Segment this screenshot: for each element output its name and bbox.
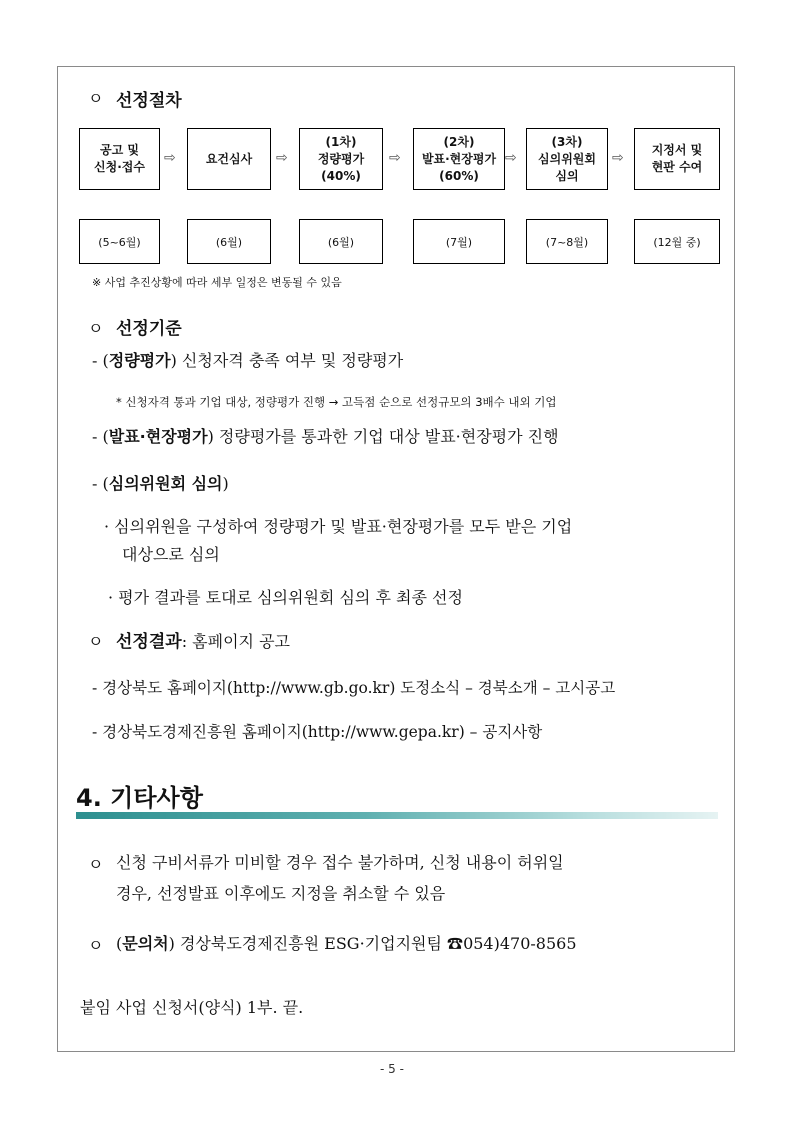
- procedure-step-line: 지정서 및: [651, 143, 703, 157]
- procedure-step-4: [413, 128, 505, 190]
- committee-bullet-2: · 평가 결과를 토대로 심의위원회 심의 후 최종 선정: [108, 588, 463, 607]
- arrow-right-icon: ⇨: [164, 150, 176, 166]
- schedule-box-3: (6월): [299, 219, 383, 264]
- committee-bullet-1: · 심의위원을 구성하여 정량평가 및 발표·현장평가를 모두 받은 기업: [104, 517, 573, 536]
- procedure-step-line: 공고 및: [100, 143, 139, 157]
- criteria-note: * 신청자격 통과 기업 대상, 정량평가 진행 → 고득점 순으로 선정규모의 3배수 내외 기업: [116, 395, 557, 409]
- procedure-step-3: [299, 128, 383, 190]
- procedure-step-label: [94, 142, 145, 176]
- close-paren: ): [170, 351, 177, 370]
- procedure-step-line: (3차): [551, 134, 583, 149]
- procedure-step-label: [206, 151, 252, 168]
- open-paren: (: [102, 474, 109, 493]
- contact-label: 문의처: [122, 934, 169, 953]
- arrow-right-icon: ⇨: [612, 150, 624, 166]
- result-line-gb: - 경상북도 홈페이지(http://www.gb.go.kr) 도정소식 – 경북소개 – 고시공고: [92, 679, 616, 697]
- schedule-note: ※ 사업 추진상황에 따라 세부 일정은 변동될 수 있음: [92, 276, 342, 289]
- bullet-circle: ㅇ: [88, 855, 104, 874]
- procedure-title: 선정절차: [116, 91, 182, 111]
- procedure-step-label: [318, 134, 364, 185]
- open-paren: (: [102, 351, 109, 370]
- page-number: - 5 -: [380, 1062, 404, 1076]
- bullet-circle: ㅇ: [88, 89, 104, 108]
- procedure-step-5: [526, 128, 608, 190]
- procedure-step-line: 현판 수여: [651, 160, 703, 174]
- procedure-step-line: 요건심사: [205, 151, 253, 166]
- schedule-box-4: (7월): [413, 219, 505, 264]
- procedure-step-6: [634, 128, 720, 190]
- procedure-step-line: (60%): [439, 168, 479, 183]
- criteria-label: 심의위원회 심의: [108, 474, 223, 493]
- procedure-step-line: 발표·현장평가: [421, 151, 497, 166]
- bullet-circle: ㅇ: [88, 319, 104, 338]
- procedure-step-label: [652, 142, 703, 176]
- procedure-step-line: (40%): [321, 168, 361, 183]
- bullet-circle: ㅇ: [88, 936, 104, 955]
- section4-title: 4. 기타사항: [76, 784, 203, 812]
- attachment-line: 붙임 사업 신청서(양식) 1부. 끝.: [80, 998, 304, 1017]
- section4-underline: [76, 812, 718, 819]
- contact-text: 경상북도경제진흥원 ESG·기업지원팀: [179, 934, 442, 953]
- close-paren: ): [168, 934, 175, 953]
- other-item-line2: 경우, 선정발표 이후에도 지정을 취소할 수 있음: [116, 884, 446, 903]
- other-item-line1: 신청 구비서류가 미비할 경우 접수 불가하며, 신청 내용이 허위일: [116, 853, 564, 872]
- contact-phone: 054)470-8565: [463, 934, 577, 953]
- dash: -: [92, 351, 98, 370]
- procedure-step-line: 심의위원회: [538, 151, 596, 166]
- result-title: 선정결과: [116, 632, 182, 652]
- result-heading: [116, 627, 290, 652]
- criteria-text: 신청자격 충족 여부 및 정량평가: [181, 351, 404, 370]
- schedule-box-1: (5~6월): [79, 219, 160, 264]
- procedure-step-line: 신청·접수: [94, 160, 145, 174]
- phone-icon: ☎: [447, 934, 464, 953]
- criteria-item-quantitative: [92, 348, 403, 371]
- arrow-right-icon: ⇨: [389, 150, 401, 166]
- result-line-gepa: - 경상북도경제진흥원 홈페이지(http://www.gepa.kr) – 공지사항: [92, 723, 543, 741]
- close-paren: ): [207, 427, 214, 446]
- arrow-right-icon: ⇨: [505, 150, 517, 166]
- bullet-circle: ㅇ: [88, 632, 104, 651]
- close-paren: ): [222, 474, 229, 493]
- procedure-step-label: [422, 134, 496, 185]
- criteria-item-committee: [92, 471, 229, 494]
- open-paren: (: [102, 427, 109, 446]
- procedure-step-2: [187, 128, 271, 190]
- schedule-box-2: (6월): [187, 219, 271, 264]
- arrow-right-icon: ⇨: [276, 150, 288, 166]
- criteria-item-presentation: [92, 424, 559, 447]
- procedure-step-line: 정량평가: [317, 151, 365, 166]
- procedure-step-label: [538, 134, 596, 185]
- schedule-box-5: (7~8월): [526, 219, 608, 264]
- criteria-label: 정량평가: [108, 351, 171, 370]
- contact-line: [116, 931, 577, 954]
- criteria-title: 선정기준: [116, 319, 182, 339]
- procedure-step-line: (1차): [325, 134, 357, 149]
- procedure-step-1: [79, 128, 160, 190]
- procedure-step-line: 심의: [555, 168, 579, 183]
- criteria-text: 정량평가를 통과한 기업 대상 발표·현장평가 진행: [218, 427, 559, 446]
- committee-bullet-1-cont: 대상으로 심의: [122, 545, 220, 564]
- dash: -: [92, 474, 98, 493]
- result-text: : 홈페이지 공고: [181, 632, 291, 651]
- criteria-label: 발표·현장평가: [108, 427, 208, 446]
- procedure-step-line: (2차): [443, 134, 475, 149]
- open-paren: (: [116, 934, 123, 953]
- dash: -: [92, 427, 98, 446]
- schedule-box-6: (12월 중): [634, 219, 720, 264]
